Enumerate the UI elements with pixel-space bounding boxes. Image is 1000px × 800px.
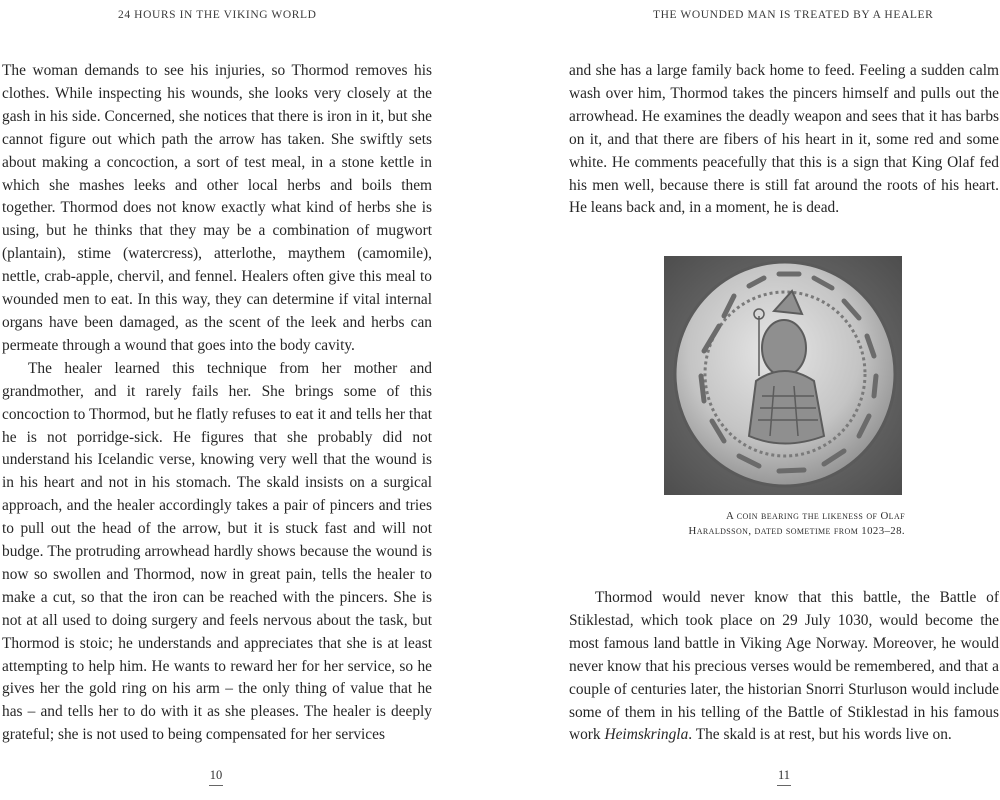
right-page [560, 0, 1000, 800]
paragraph-text-end: . The skald is at rest, but his words live on. [688, 726, 952, 744]
coin-illustration [664, 256, 902, 495]
paragraph: and she has a large family back home to feed. Feeling a sudden calm wash over him, Thormod takes the pincers himself and pulls out the arrowhead. He examines the deadly weapon and sees that it has barbs on it, and that there are fibers of his heart in it, some red and some white. He comments peacefully that this is a sign that King Olaf fed his men well, because there is still fat around the roots of his heart. He leans back and, in a moment, he is dead. [569, 62, 999, 217]
page-number-right: 11 [764, 768, 804, 786]
paragraph: The woman demands to see his injuries, so Thormod removes his clothes. While inspecting his wounds, she looks very closely at the gash in his side. Concerned, she notices that there is iron in it, but she cannot figure out which path the arrow has taken. She swiftly sets about making a concoction, a sort of test meal, in a stone kettle in which she mashes leeks and other local herbs and boils them together. Thormod does not know exactly what kind of herbs she is using, but he thinks that they may be a combination of mugwort (plantain), stime (watercress), atterlothe, maythem (camomile), nettle, crab-apple, chervil, and fennel. Healers often give this meal to wounded men to eat. In this way, they can determine if vital internal organs have been damaged, as the scent of the leek and herbs can permeate through a wound that goes into the body cavity. [2, 62, 432, 354]
paragraph: The healer learned this technique from her mother and grandmother, and it rarely fails her. She brings some of this concoction to Thormod, but he flatly refuses to eat it and tells her that he is not porridge-sick. He figures that she probably did not understand his Icelandic verse, knowing very well that the wound is in his heart and not in his stomach. The skald insists on a surgical approach, and the healer accordingly takes a pair of pincers and tries to pull out the head of the arrow, but it is stuck fast and will not budge. The protruding arrowhead hardly shows because the wound is now so swollen and Thormod, now in great pain, tells the healer to make a cut, so that the iron can be reached with the pincers. She is not at all used to doing surgery and feels nervous about the task, but Thormod is stoic; he understands and appreciates that she is at least attempting to help him. He wants to reward her for her service, so he gives her the gold ring on his arm – the only thing of value that he has – and tells her to do with it as she pleases. The healer is deeply grateful; she is not used to being compensated for her services [2, 359, 432, 744]
right-body-text-top [569, 60, 999, 220]
coin-photo [664, 256, 902, 495]
left-page [0, 0, 440, 800]
paragraph [569, 587, 999, 747]
running-head-right: THE WOUNDED MAN IS TREATED BY A HEALER [653, 9, 934, 21]
left-body-text [2, 60, 432, 747]
book-title: Heimskringla [604, 726, 689, 744]
figure-caption [680, 509, 905, 539]
right-body-text-bottom [569, 587, 999, 747]
page-number-left: 10 [196, 768, 236, 786]
paragraph-text-start: Thormod would never know that this battle, the Battle of Stiklestad, which took place on 29 July 1030, would become the most famous land battle in Viking Age Norway. Moreover, he would never know that his precious verses would be remembered, and that a couple of centuries later, the historian Snorri Sturluson would include some of them in his telling of the Battle of Stiklestad in his famous work [569, 589, 999, 744]
running-head-left: 24 HOURS IN THE VIKING WORLD [118, 9, 317, 21]
caption-text: A coin bearing the likeness of Olaf Haraldsson, dated sometime from 1023–28. [688, 510, 905, 537]
